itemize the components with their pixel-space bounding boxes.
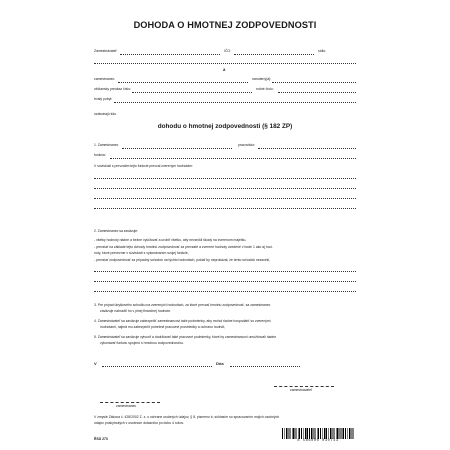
document-subtitle: dohodu o hmotnej zodpovednosti (§ 182 ZP) xyxy=(157,123,293,130)
seat-label: sídlo: xyxy=(318,49,327,53)
section-4-text: 4. Zamestnávateľ sa zaväzuje zabezpečiť zamestnancovi také podmienky, aby mohol riadne hospodáriť so zverenými xyxy=(94,319,271,323)
section-2-bullet-2: - prevziať na základe tejto dohody hmotnú zodpovednosť za prevzaté a zverené hodnoty uvedené v bode 1 ako aj hod- xyxy=(94,245,273,249)
ico-field-line xyxy=(234,54,314,55)
section-5-text-cont: vykonávať funkciu spojenú s hmotnou zodpovednosťou. xyxy=(100,341,184,345)
barcode xyxy=(282,428,354,439)
inventory-line-1 xyxy=(94,178,356,179)
section-4-text-cont: hodnotami, najmä mu zabezpečiť potrebné pracovné prostriedky a ochranu hodnôt, xyxy=(100,325,226,329)
section-2-bullet-2-cont: noty, ktoré prevezme v súvislosti s vykonávaním svojej funkcie, xyxy=(94,251,189,255)
employer-signature-line xyxy=(274,386,334,387)
section-1-text: V súvislosti s prevzatím tejto funkcie prevzal zvereným hodnotám: xyxy=(94,164,193,168)
employer-field-line xyxy=(120,54,220,55)
employee-signature-label: zamestnanec xyxy=(116,404,137,408)
inventory-line-2 xyxy=(94,188,356,189)
employee-name-line xyxy=(122,148,232,149)
form-sheet xyxy=(82,8,368,444)
section-1-title: 1. Zamestnanec xyxy=(94,143,119,147)
address-field-line xyxy=(114,102,356,103)
employer-signature-label: zamestnávateľ xyxy=(290,388,313,392)
employee-field-line xyxy=(118,82,248,83)
document-title: DOHODA O HMOTNEJ ZODPOVEDNOSTI xyxy=(133,20,317,30)
form-code: ŘSÚ 273 xyxy=(94,437,108,441)
function-field-line xyxy=(110,158,356,159)
employer-address-line xyxy=(94,63,356,64)
section-3-text: 3. Pre prípad úbytkového schodku na zverených hodnotách, za ktoré prevzal hmotnú zodpovednosť, sa zamestnanec xyxy=(94,303,271,307)
employer-label: Zamestnávateľ: xyxy=(94,49,118,53)
and-label: a xyxy=(223,67,226,72)
birth-number-field-line xyxy=(278,92,356,93)
date-label: Dňa xyxy=(216,361,224,366)
obligation-line-2 xyxy=(94,281,356,282)
function-label: funkcia: xyxy=(94,153,106,157)
birth-number-label: rodné číslo: xyxy=(256,87,274,91)
place-label: V xyxy=(94,361,97,366)
section-2-bullet-1: - všetky hodnoty riadne a bežne vyúčtovať a urobiť všetko, aby nevznikli škody na zverenom majetku, xyxy=(94,238,247,242)
position-field-line xyxy=(258,148,356,149)
inventory-line-4 xyxy=(94,208,356,209)
id-card-label: občiansky preukaz číslo: xyxy=(94,87,131,91)
obligation-line-3 xyxy=(94,291,356,292)
ico-label: IČO: xyxy=(224,49,231,53)
agreement-label: uzatvárajú túto xyxy=(94,112,117,116)
section-2-bullet-3: - prevziať zodpovednosť za prípadný schodok na týchto hodnotách, pokiaľ by neprokázal, že tento schodok nezavinil, xyxy=(94,258,270,262)
date-field-line xyxy=(230,366,300,367)
section-3-text-cont: zaväzuje nahradiť ho v plnej finančnej hodnote. xyxy=(100,309,172,313)
section-2-title: 2. Zamestnanec sa zaväzuje: xyxy=(94,229,139,233)
section-5-text: 5. Zamestnávateľ sa zaväzuje vytvoriť a dodržiavať také pracovné podmienky, ktoré by zamestnancovi umožňovali riadne xyxy=(94,335,277,339)
id-card-field-line xyxy=(132,92,252,93)
position-label: pracovisko: xyxy=(238,143,256,147)
born-field-line xyxy=(272,82,356,83)
born-label: narodený(á): xyxy=(252,77,272,81)
employee-signature-line xyxy=(100,402,160,403)
address-label: trvalý pobyt: xyxy=(94,97,113,101)
obligation-line-1 xyxy=(94,271,356,272)
inventory-line-3 xyxy=(94,198,356,199)
employee-label: zamestnanec: xyxy=(94,77,116,81)
place-field-line xyxy=(102,366,212,367)
gdpr-consent-text: V zmysle Zákona č. 428/2002 Z. z. o ochrane osobných údajov, § 8, písmeno b, súhlasím so spracovaním mojich osobných xyxy=(94,415,280,419)
barcode-digits: 8 586000 030743 xyxy=(297,439,339,443)
gdpr-consent-text-cont: údajov poskytnutých v osobnom dotazníku po dobu 4 rokov. xyxy=(94,421,184,425)
